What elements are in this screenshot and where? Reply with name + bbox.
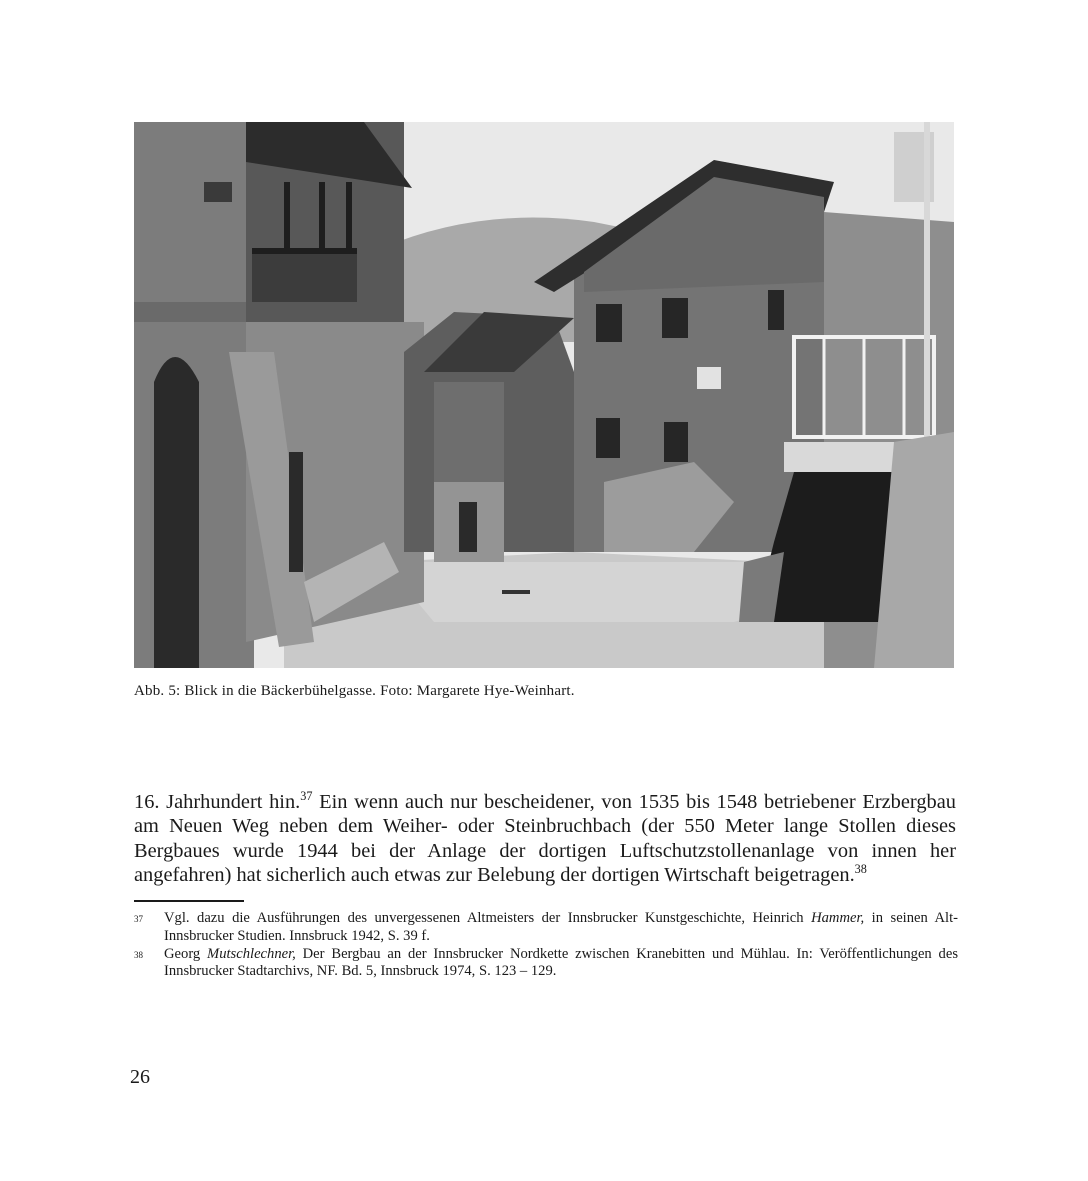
footnote-author: Mutschlechner, bbox=[207, 945, 296, 962]
body-text-part1: 16. Jahrhundert hin. bbox=[134, 791, 301, 813]
footnote-ref-38[interactable]: 38 bbox=[854, 862, 867, 877]
footnote-text-start: Georg bbox=[164, 945, 208, 962]
body-text-part2: Ein wenn auch nur bescheidener, von 1535 bis 1548 betriebener Erzbergbau am Neuen Weg neben dem Weiher- oder Steinbruchbach (der 550 Meter lange Stollen dieses Bergbaues wurde 1944 bei der Anlage der dortigen Luftschutzstollenanlage von innen her angefahren) hat sicherlich auch etwas zur Belebung der dortigen Wirtschaft beigetragen. bbox=[134, 791, 956, 887]
page-number: 26 bbox=[130, 1066, 150, 1088]
footnote-38 bbox=[134, 946, 958, 982]
footnote-ref-37[interactable]: 37 bbox=[300, 789, 313, 804]
street-photograph bbox=[134, 122, 954, 668]
footnote-number: 37 bbox=[134, 914, 143, 924]
footnotes bbox=[134, 910, 958, 981]
footnote-37 bbox=[134, 910, 958, 946]
footnote-number: 38 bbox=[134, 949, 143, 960]
footnote-separator bbox=[134, 900, 244, 902]
figure-caption: Abb. 5: Blick in die Bäckerbühelgasse. Foto: Margarete Hye-Weinhart. bbox=[134, 683, 575, 699]
footnote-text bbox=[164, 910, 958, 946]
footnote-text-start: Vgl. dazu die Ausführungen des unvergessenen Altmeisters der Innsbrucker Kunstgeschichte, Heinrich bbox=[164, 910, 812, 926]
body-paragraph bbox=[134, 790, 956, 888]
footnote-text bbox=[164, 946, 958, 982]
footnote-text-end: Der Bergbau an der Innsbrucker Nordkette zwischen Kranebitten und Mühlau. In: Veröffentlichungen des Innsbrucker Stadtarchivs, NF. Bd. 5, Innsbruck 1974, S. 123 – 129. bbox=[164, 945, 959, 980]
footnote-text-end: in seinen Alt-Innsbrucker Studien. Innsbruck 1942, S. 39 f. bbox=[164, 910, 958, 944]
footnote-author: Hammer, bbox=[811, 910, 865, 926]
